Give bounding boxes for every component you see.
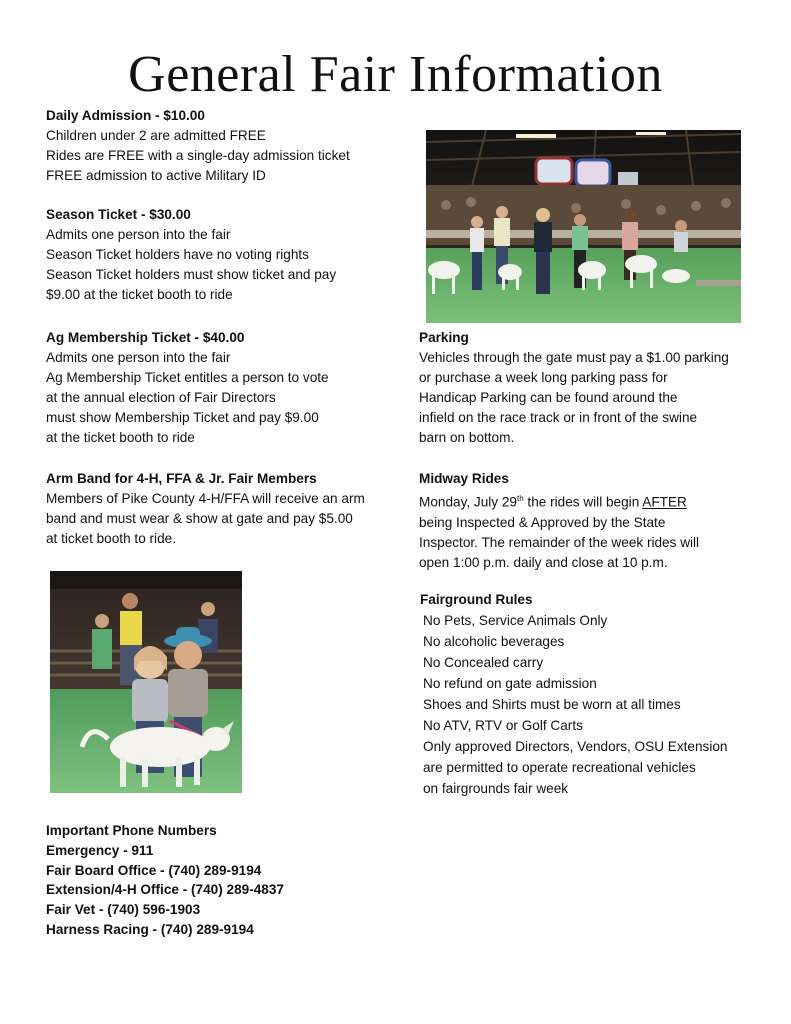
text-line: barn on bottom. [419,430,515,445]
text-line [419,489,699,513]
arena-show-image [426,130,741,323]
phone-line: Emergency - 911 [46,842,154,858]
text-line: $9.00 at the ticket booth to ride [46,287,233,302]
midway-date: Monday, July 29 [419,494,517,510]
text-line: at the ticket booth to ride [46,430,195,445]
rule-item: Only approved Directors, Vendors, OSU Extension [423,739,728,754]
page-title: General Fair Information [128,46,663,103]
fairground-rules-section [420,590,728,799]
text-line: Handicap Parking can be found around the [419,390,678,405]
rule-item: No Concealed carry [423,655,544,670]
season-ticket-section [46,205,336,305]
midway-rides-section [419,469,699,573]
text-line: or purchase a week long parking pass for [419,370,668,385]
section-heading: Season Ticket - $30.00 [46,207,191,222]
rule-item: No ATV, RTV or Golf Carts [423,718,583,733]
section-heading: Parking [419,330,469,345]
phone-line: Fair Board Office - (740) 289-9194 [46,862,262,878]
text-line: Inspector. The remainder of the week rides will [419,534,700,550]
text-line: Members of Pike County 4-H/FFA will receive an arm [46,491,365,506]
rule-item: No alcoholic beverages [423,634,565,649]
rule-item: on fairgrounds fair week [423,781,569,796]
rule-item: Shoes and Shirts must be worn at all times [423,697,681,712]
after-emphasis: AFTER [642,494,687,510]
girls-with-goat-photo [50,571,242,793]
text-line: Children under 2 are admitted FREE [46,128,266,143]
text-line: Season Ticket holders must show ticket and pay [46,267,337,282]
text-line: at the annual election of Fair Directors [46,390,276,405]
text-line: band and must wear & show at gate and pay $5.00 [46,511,353,526]
phone-line: Harness Racing - (740) 289-9194 [46,921,254,937]
text-line: Admits one person into the fair [46,350,231,365]
text-line: at ticket booth to ride. [46,531,176,546]
section-heading: Daily Admission - $10.00 [46,108,205,123]
section-heading: Important Phone Numbers [46,823,217,838]
text-line: FREE admission to active Military ID [46,168,266,183]
arena-show-photo [426,130,741,323]
section-heading: Fairground Rules [420,592,533,607]
text-line: Ag Membership Ticket entitles a person to vote [46,370,329,385]
rule-item: No Pets, Service Animals Only [423,613,608,628]
midway-text: the rides will begin [523,494,643,510]
text-line: Admits one person into the fair [46,227,231,242]
text-line: open 1:00 p.m. daily and close at 10 p.m. [419,554,668,570]
arm-band-section [46,469,365,549]
rule-item: No refund on gate admission [423,676,597,691]
section-heading: Ag Membership Ticket - $40.00 [46,330,245,345]
ag-membership-section [46,328,329,448]
parking-section [419,328,729,448]
text-line: infield on the race track or in front of the swine [419,410,698,425]
text-line: Rides are FREE with a single-day admission ticket [46,148,350,163]
phone-line: Extension/4-H Office - (740) 289-4837 [46,882,284,898]
section-heading: Midway Rides [419,471,509,486]
ordinal-suffix: th [516,494,524,503]
text-line: Season Ticket holders have no voting rights [46,247,309,262]
phone-numbers-section [46,821,284,940]
section-heading: Arm Band for 4-H, FFA & Jr. Fair Members [46,471,317,486]
text-line: being Inspected & Approved by the State [419,514,666,530]
daily-admission-section [46,106,350,186]
text-line: Vehicles through the gate must pay a $1.00 parking [419,350,729,365]
text-line: must show Membership Ticket and pay $9.00 [46,410,319,425]
rule-item: are permitted to operate recreational vehicles [423,760,696,775]
phone-line: Fair Vet - (740) 596-1903 [46,902,201,918]
girls-with-goat-image [50,571,242,793]
